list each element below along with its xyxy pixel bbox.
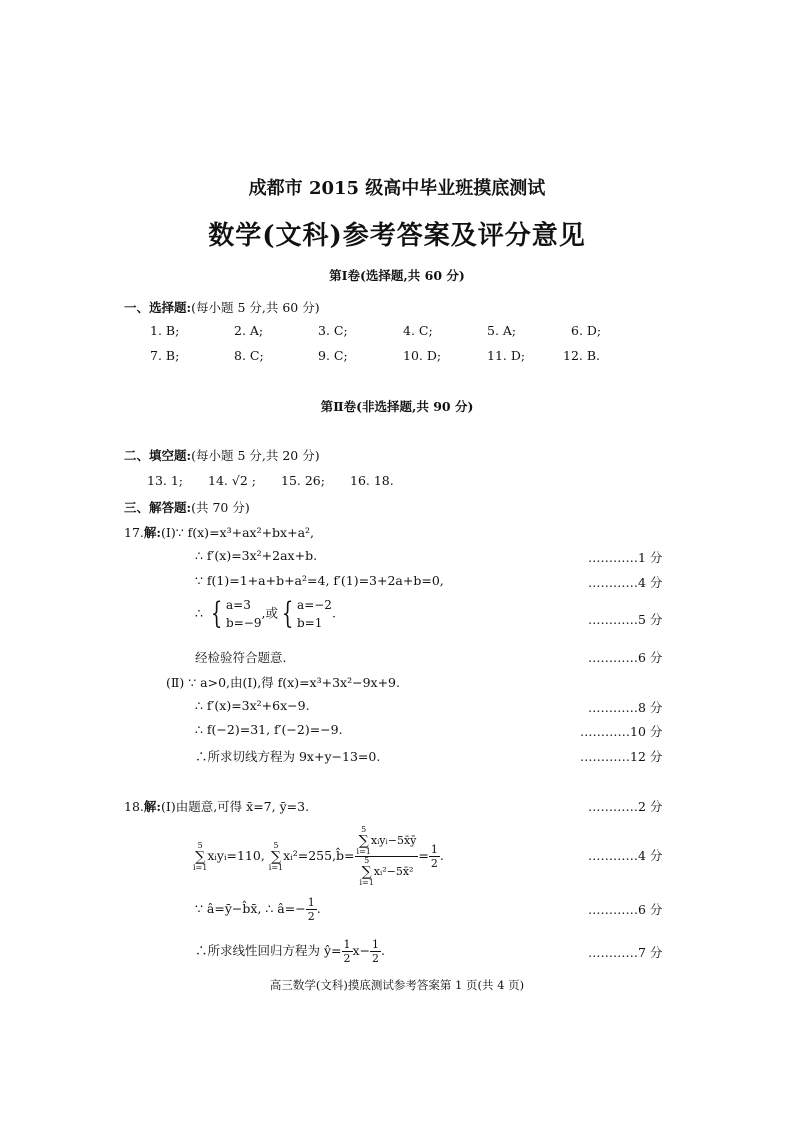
fill-answer-16: 16. 18. (350, 473, 394, 488)
q17-line8: ∴ f(−2)=31, f′(−2)=−9. (195, 722, 343, 737)
section1-label: 一、选择题: (124, 300, 192, 315)
q18-sum-x2: xᵢ²=255, (283, 848, 337, 863)
mc-answer: 3. C; (318, 323, 348, 338)
mc-answer: 8. C; (234, 348, 264, 363)
q17-system-2: a=−2 b=1 (297, 598, 332, 630)
q17-period: . (331, 605, 336, 621)
score-marker: …………4 分 (588, 848, 663, 863)
q18-regression-label: ∴所求线性回归方程为 ŷ= (195, 943, 342, 958)
q18-period: . (316, 901, 321, 916)
sum-icon: 5 ∑ i=1 (193, 840, 208, 872)
left-brace-icon: { (210, 596, 223, 631)
section2-note: (每小题 5 分,共 20 分) (191, 448, 320, 463)
mc-answer: 5. A; (487, 323, 517, 338)
q17-line6: (Ⅱ) ∵ a>0,由(Ⅰ),得 f(x)=x³+3x²−9x+9. (166, 675, 400, 690)
q17-line9: ∴所求切线方程为 9x+y−13=0. (195, 749, 381, 764)
score-marker: …………2 分 (588, 799, 663, 814)
section3-label: 三、解答题: (124, 500, 192, 515)
q17-line3: ∵ f(1)=1+a+b+a²=4, f′(1)=3+2a+b=0, (195, 573, 444, 588)
q18-b-formula: 5 ∑ i=1 xᵢyᵢ−5x̄ȳ 5 ∑ i=1 xᵢ²−5x̄² (356, 825, 417, 887)
score-marker: …………10 分 (580, 724, 663, 739)
score-marker: …………6 分 (588, 902, 663, 917)
q18-line1 (124, 797, 309, 815)
q18-part1-means: (Ⅰ)由题意,可得 x̄=7, ȳ=3. (161, 799, 310, 814)
q17-number: 17. (124, 525, 144, 540)
score-marker: …………8 分 (588, 700, 663, 715)
q18-line2 (193, 826, 444, 887)
fill-answer-15: 15. 26; (281, 473, 325, 488)
fraction-one-half: $\frac{1}{2}$ (343, 938, 351, 965)
mc-answer: 11. D; (487, 348, 526, 363)
q17-line1 (124, 523, 314, 541)
page-footer: 高三数学(文科)摸底测试参考答案第 1 页(共 4 页) (269, 978, 525, 992)
q17-line5: 经检验符合题意. (195, 650, 287, 665)
q18-equals: = (418, 848, 429, 863)
sum-icon: 5 ∑ i=1 (356, 825, 371, 856)
score-marker: …………4 分 (588, 575, 663, 590)
q18-b-hat: b̂= (336, 848, 355, 863)
section1-note: (每小题 5 分,共 60 分) (191, 300, 320, 315)
mc-answer: 1. B; (150, 323, 180, 338)
mc-answer: 12. B. (563, 348, 601, 363)
left-brace-icon: { (281, 596, 294, 631)
score-marker: …………6 分 (588, 650, 663, 665)
q18-period: . (381, 943, 386, 958)
q17-therefore: ∴ (195, 605, 203, 621)
q18-line4 (195, 938, 385, 965)
doc-title: 成都市 2015 级高中毕业班摸底测试 (248, 178, 546, 199)
section2-heading (124, 446, 320, 464)
mc-answer: 7. B; (150, 348, 180, 363)
part1-heading: 第Ⅰ卷(选择题,共 60 分) (329, 268, 465, 283)
q18-x-minus: x− (352, 943, 371, 958)
mc-answer: 6. D; (571, 323, 602, 338)
score-marker: …………1 分 (588, 550, 663, 565)
mc-answer: 9. C; (318, 348, 348, 363)
doc-subtitle: 数学(文科)参考答案及评分意见 (208, 221, 586, 251)
section1-heading (124, 298, 320, 316)
fraction-one-half: $\frac{1}{2}$ (372, 938, 380, 965)
fraction-one-half: $\frac{1}{2}$ (430, 843, 438, 870)
q18-period: . (439, 848, 444, 863)
section3-note: (共 70 分) (191, 500, 250, 515)
section2-label: 二、填空题: (124, 448, 192, 463)
fraction-one-half: $\frac{1}{2}$ (307, 896, 315, 923)
score-marker: …………5 分 (588, 612, 663, 627)
q17-line4-system (195, 596, 336, 632)
sum-icon: 5 ∑ i=1 (359, 856, 374, 887)
q18-sum-xy: xᵢyᵢ=110, (207, 848, 265, 863)
q18-line3 (195, 896, 321, 923)
q18-number: 18. (124, 799, 144, 814)
mc-answer: 10. D; (403, 348, 442, 363)
q17-part1-given: (Ⅰ)∵ f(x)=x³+ax²+bx+a², (161, 525, 315, 540)
q17-line2: ∴ f′(x)=3x²+2ax+b. (195, 548, 318, 563)
fill-answer-13: 13. 1; (147, 473, 184, 488)
mc-answer: 4. C; (403, 323, 433, 338)
part2-heading: 第Ⅱ卷(非选择题,共 90 分) (320, 399, 474, 414)
sum-icon: 5 ∑ i=1 (268, 840, 284, 872)
q18-a-hat: ∵ â=ȳ−b̂x̄, ∴ â=− (195, 901, 306, 916)
q18-jie: 解: (143, 799, 162, 814)
q17-line7: ∴ f′(x)=3x²+6x−9. (195, 698, 310, 713)
q17-or: ,或 (261, 605, 278, 621)
q17-jie: 解: (143, 525, 162, 540)
score-marker: …………7 分 (588, 945, 663, 960)
mc-answer: 2. A; (234, 323, 264, 338)
q17-system-1: a=3 b=−9 (226, 598, 262, 630)
fill-answer-14: 14. √2 ; (208, 473, 256, 488)
section3-heading (124, 498, 250, 516)
score-marker: …………12 分 (580, 749, 663, 764)
